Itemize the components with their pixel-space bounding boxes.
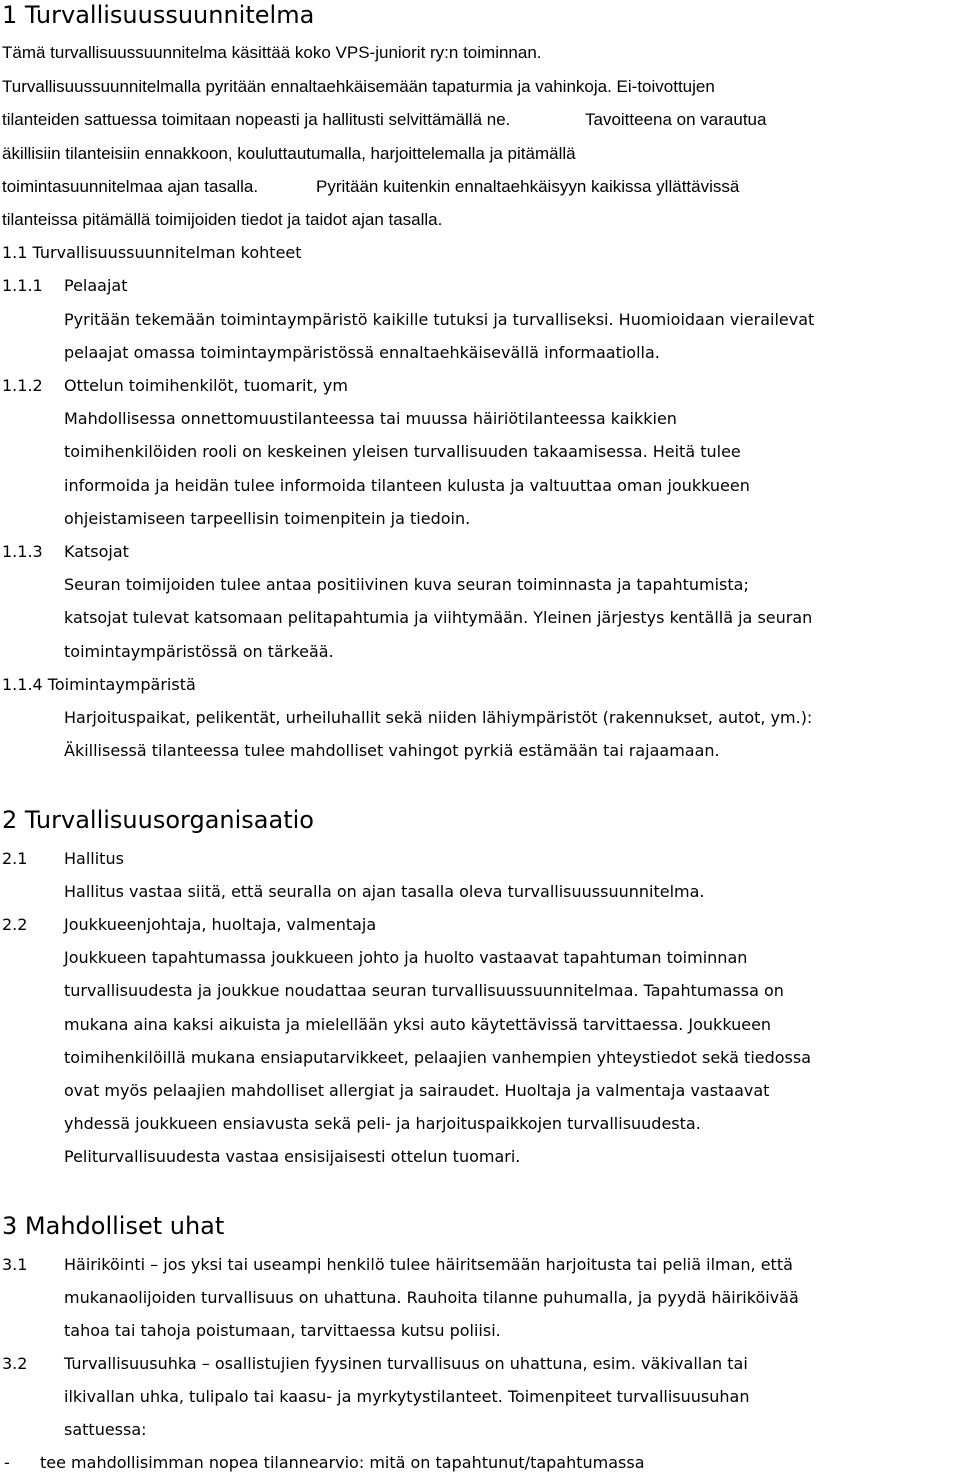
item-text-line: mukana aina kaksi aikuista ja mielellään yksi auto käytettävissä tarvittaessa. Joukkueen: [64, 1015, 772, 1034]
subsection-1-1-heading: 1.1 Turvallisuussuunnitelman kohteet: [2, 243, 302, 262]
intro-line-4: Tavoitteena on varautua: [585, 110, 767, 129]
item-title: Hallitus: [64, 849, 124, 868]
intro-line-5: äkillisiin tilanteisiin ennakkoon, kouluttautumalla, harjoittelemalla ja pitämällä: [2, 144, 576, 163]
section-1-heading: 1 Turvallisuussuunnitelma: [2, 1, 315, 29]
item-text-line: toimihenkilöillä mukana ensiaputarvikkeet, pelaajien vanhempien yhteystiedot sekä tiedossa: [64, 1048, 812, 1067]
item-title: Katsojat: [64, 542, 129, 561]
item-text-line: Peliturvallisuudesta vastaa ensisijaisesti ottelun tuomari.: [64, 1147, 521, 1166]
item-number: 2.2: [2, 915, 28, 934]
item-text-line: tahoa tai tahoja poistumaan, tarvittaessa kutsu poliisi.: [64, 1321, 501, 1340]
item-text-line: Häiriköinti – jos yksi tai useampi henkilö tulee häiritsemään harjoitusta tai peliä ilman, että: [64, 1255, 793, 1274]
intro-line-1: Tämä turvallisuussuunnitelma käsittää koko VPS-juniorit ry:n toiminnan.: [2, 43, 542, 62]
item-text-line: pelaajat omassa toimintaympäristössä ennaltaehkäisevällä informaatiolla.: [64, 343, 660, 362]
item-text-line: Joukkueen tapahtumassa joukkueen johto ja huolto vastaavat tapahtuman toiminnan: [64, 948, 748, 967]
item-text-line: toimihenkilöiden rooli on keskeinen yleisen turvallisuuden takaamisessa. Heitä tulee: [64, 442, 741, 461]
item-number: 1.1.3: [2, 542, 43, 561]
item-text-line: Äkillisessä tilanteessa tulee mahdolliset vahingot pyrkiä estämään tai rajaamaan.: [64, 741, 720, 760]
item-text-line: Hallitus vastaa siitä, että seuralla on ajan tasalla oleva turvallisuussuunnitelma.: [64, 882, 705, 901]
item-text-line: Turvallisuusuhka – osallistujien fyysinen turvallisuus on uhattuna, esim. väkivallan tai: [64, 1354, 748, 1373]
item-text-line: ilkivallan uhka, tulipalo tai kaasu- ja myrkytystilanteet. Toimenpiteet turvallisuusuhan: [64, 1387, 750, 1406]
intro-line-7: Pyritään kuitenkin ennaltaehkäisyyn kaikissa yllättävissä: [316, 177, 740, 196]
item-number: 1.1.2: [2, 376, 43, 395]
item-text-line: Seuran toimijoiden tulee antaa positiivinen kuva seuran toiminnasta ja tapahtumista;: [64, 575, 749, 594]
item-title: Pelaajat: [64, 276, 128, 295]
intro-line-3: tilanteiden sattuessa toimitaan nopeasti ja hallitusti selvittämällä ne.: [2, 110, 511, 129]
item-text-line: sattuessa:: [64, 1420, 147, 1439]
item-title: Ottelun toimihenkilöt, tuomarit, ym: [64, 376, 348, 395]
item-text-line: Pyritään tekemään toimintaympäristö kaikille tutuksi ja turvalliseksi. Huomioidaan vierailevat: [64, 310, 815, 329]
item-number: 3.1: [2, 1255, 28, 1274]
intro-line-6: toimintasuunnitelmaa ajan tasalla.: [2, 177, 259, 196]
section-2-heading: 2 Turvallisuusorganisaatio: [2, 806, 314, 834]
item-text-line: katsojat tulevat katsomaan pelitapahtumia ja viihtymään. Yleinen järjestys kentällä ja seuran: [64, 608, 813, 627]
item-heading: 1.1.4 Toimintaympäristä: [2, 675, 196, 694]
item-text-line: informoida ja heidän tulee informoida tilanteen kulusta ja valtuuttaa oman joukkueen: [64, 476, 750, 495]
item-number: 1.1.1: [2, 276, 43, 295]
item-text-line: mukanaolijoiden turvallisuus on uhattuna. Rauhoita tilanne puhumalla, ja pyydä häiriköivää: [64, 1288, 799, 1307]
bullet-text: tee mahdollisimman nopea tilannearvio: mitä on tapahtunut/tapahtumassa: [40, 1453, 645, 1472]
item-text-line: turvallisuudesta ja joukkue noudattaa seuran turvallisuussuunnitelmaa. Tapahtumassa on: [64, 981, 784, 1000]
item-text-line: ovat myös pelaajien mahdolliset allergiat ja sairaudet. Huoltaja ja valmentaja vastaavat: [64, 1081, 770, 1100]
item-number: 2.1: [2, 849, 28, 868]
item-text-line: ohjeistamiseen tarpeellisin toimenpitein ja tiedoin.: [64, 509, 471, 528]
item-title: Joukkueenjohtaja, huoltaja, valmentaja: [64, 915, 377, 934]
item-number: 3.2: [2, 1354, 28, 1373]
item-text-line: Harjoituspaikat, pelikentät, urheiluhallit sekä niiden lähiympäristöt (rakennukset, autot, ym.):: [64, 708, 813, 727]
item-text-line: yhdessä joukkueen ensiavusta sekä peli- ja harjoituspaikkojen turvallisuudesta.: [64, 1114, 701, 1133]
item-text-line: Mahdollisessa onnettomuustilanteessa tai muussa häiriötilanteessa kaikkien: [64, 409, 677, 428]
intro-line-8: tilanteissa pitämällä toimijoiden tiedot ja taidot ajan tasalla.: [2, 210, 443, 229]
item-text-line: toimintaympäristössä on tärkeää.: [64, 642, 334, 661]
bullet-marker: -: [4, 1453, 10, 1472]
intro-line-2: Turvallisuussuunnitelmalla pyritään ennaltaehkäisemään tapaturmia ja vahinkoja. Ei-toivottujen: [2, 77, 715, 96]
section-3-heading: 3 Mahdolliset uhat: [2, 1212, 225, 1240]
